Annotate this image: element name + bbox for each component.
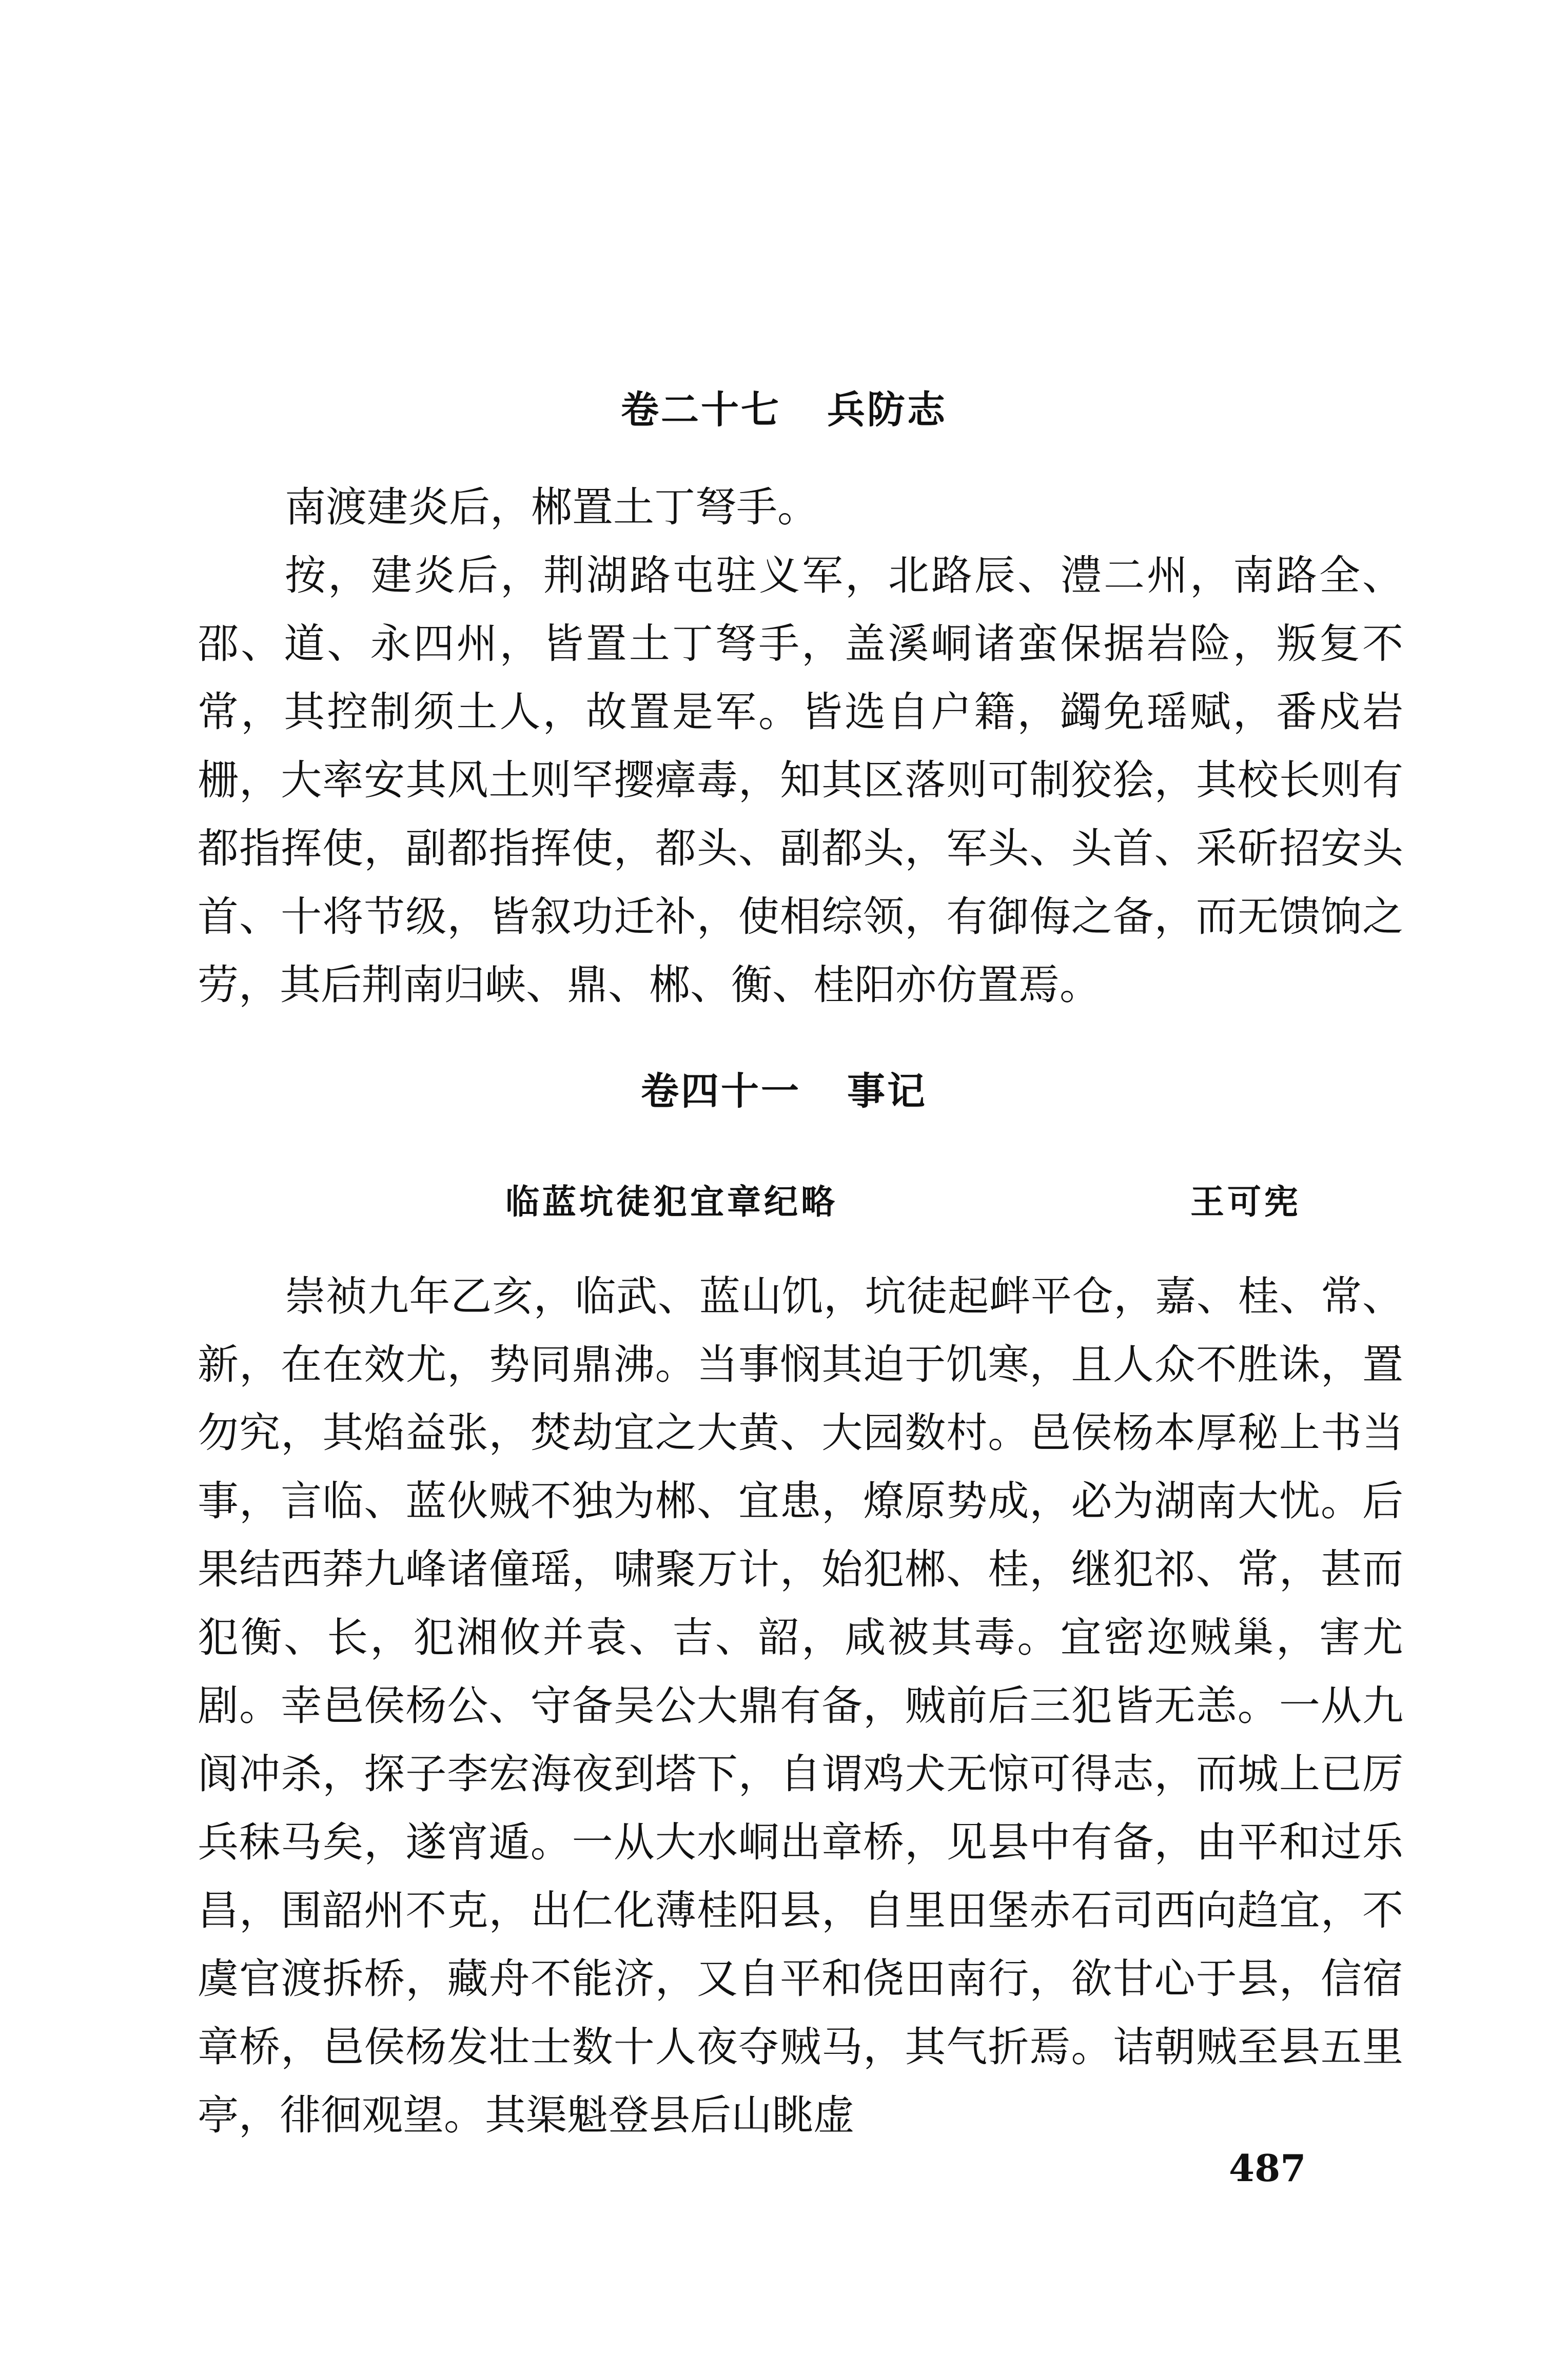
paragraph-1: 南渡建炎后，郴置土丁弩手。 [285,483,818,531]
section-heading-2 [0,1069,1568,1113]
volume-label-1: 卷二十七 [621,388,781,432]
essay-title: 临蓝坑徒犯宜章纪略 [505,1182,838,1222]
paragraph-3: 崇祯九年乙亥，临武、蓝山饥，坑徒起衅平仓，嘉、桂、常、新，在在效尤，势同鼎沸。当事悯其迫于饥寒，且人众不胜诛，置勿究，其焰益张，焚劫宜之大黄、大园数村。邑侯杨本厚秘上书当事，言临、蓝伙贼不独为郴、宜患，燎原势成，必为湖南大忧。后果结西莽九峰诸僮瑶，啸聚万计，始犯郴、桂，继犯祁、常，甚而犯衡、长，犯湘攸并袁、吉、韶，咸被其毒。宜密迩贼巢，害尤剧。幸邑侯杨公、守备吴公大鼎有备，贼前后三犯皆无恙。一从九阆冲杀，探子李宏海夜到塔下，自谓鸡犬无惊可得志，而城上已厉兵秣马矣，遂宵遁。一从大水峒出章桥，见县中有备，由平和过乐昌，围韶州不克，出仁化薄桂阳县，自里田堡赤石司西向趋宜，不虞官渡拆桥，藏舟不能济，又自平和侥田南行，欲甘心于县，信宿章桥，邑侯杨发壮士数十人夜夺贼马，其气折焉。诘朝贼至县五里亭，徘徊观望。其渠魁登县后山眺虚 [198,1272,1403,2139]
section-heading-1 [0,388,1568,432]
page-number: 487 [1229,2146,1306,2190]
section-title-1: 兵防志 [827,388,947,432]
paragraph-2: 按，建炎后，荆湖路屯驻义军，北路辰、澧二州，南路全、邵、道、永四州，皆置土丁弩手，盖溪峒诸蛮保据岩险，叛复不常，其控制须土人，故置是军。皆选自户籍，蠲免瑶赋，番戍岩栅，大率安其风土则罕撄瘴毒，知其区落则可制狡狯，其校长则有都指挥使，副都指挥使，都头、副都头，军头、头首、采斫招安头首、十将节级，皆叙功迁补，使相综领，有御侮之备，而无馈饷之劳，其后荆南归峡、鼎、郴、衡、桂阳亦仿置焉。 [198,552,1403,1009]
volume-label-2: 卷四十一 [641,1069,801,1113]
section-title-2: 事记 [847,1069,927,1113]
essay-author: 王可宪 [1190,1182,1301,1222]
